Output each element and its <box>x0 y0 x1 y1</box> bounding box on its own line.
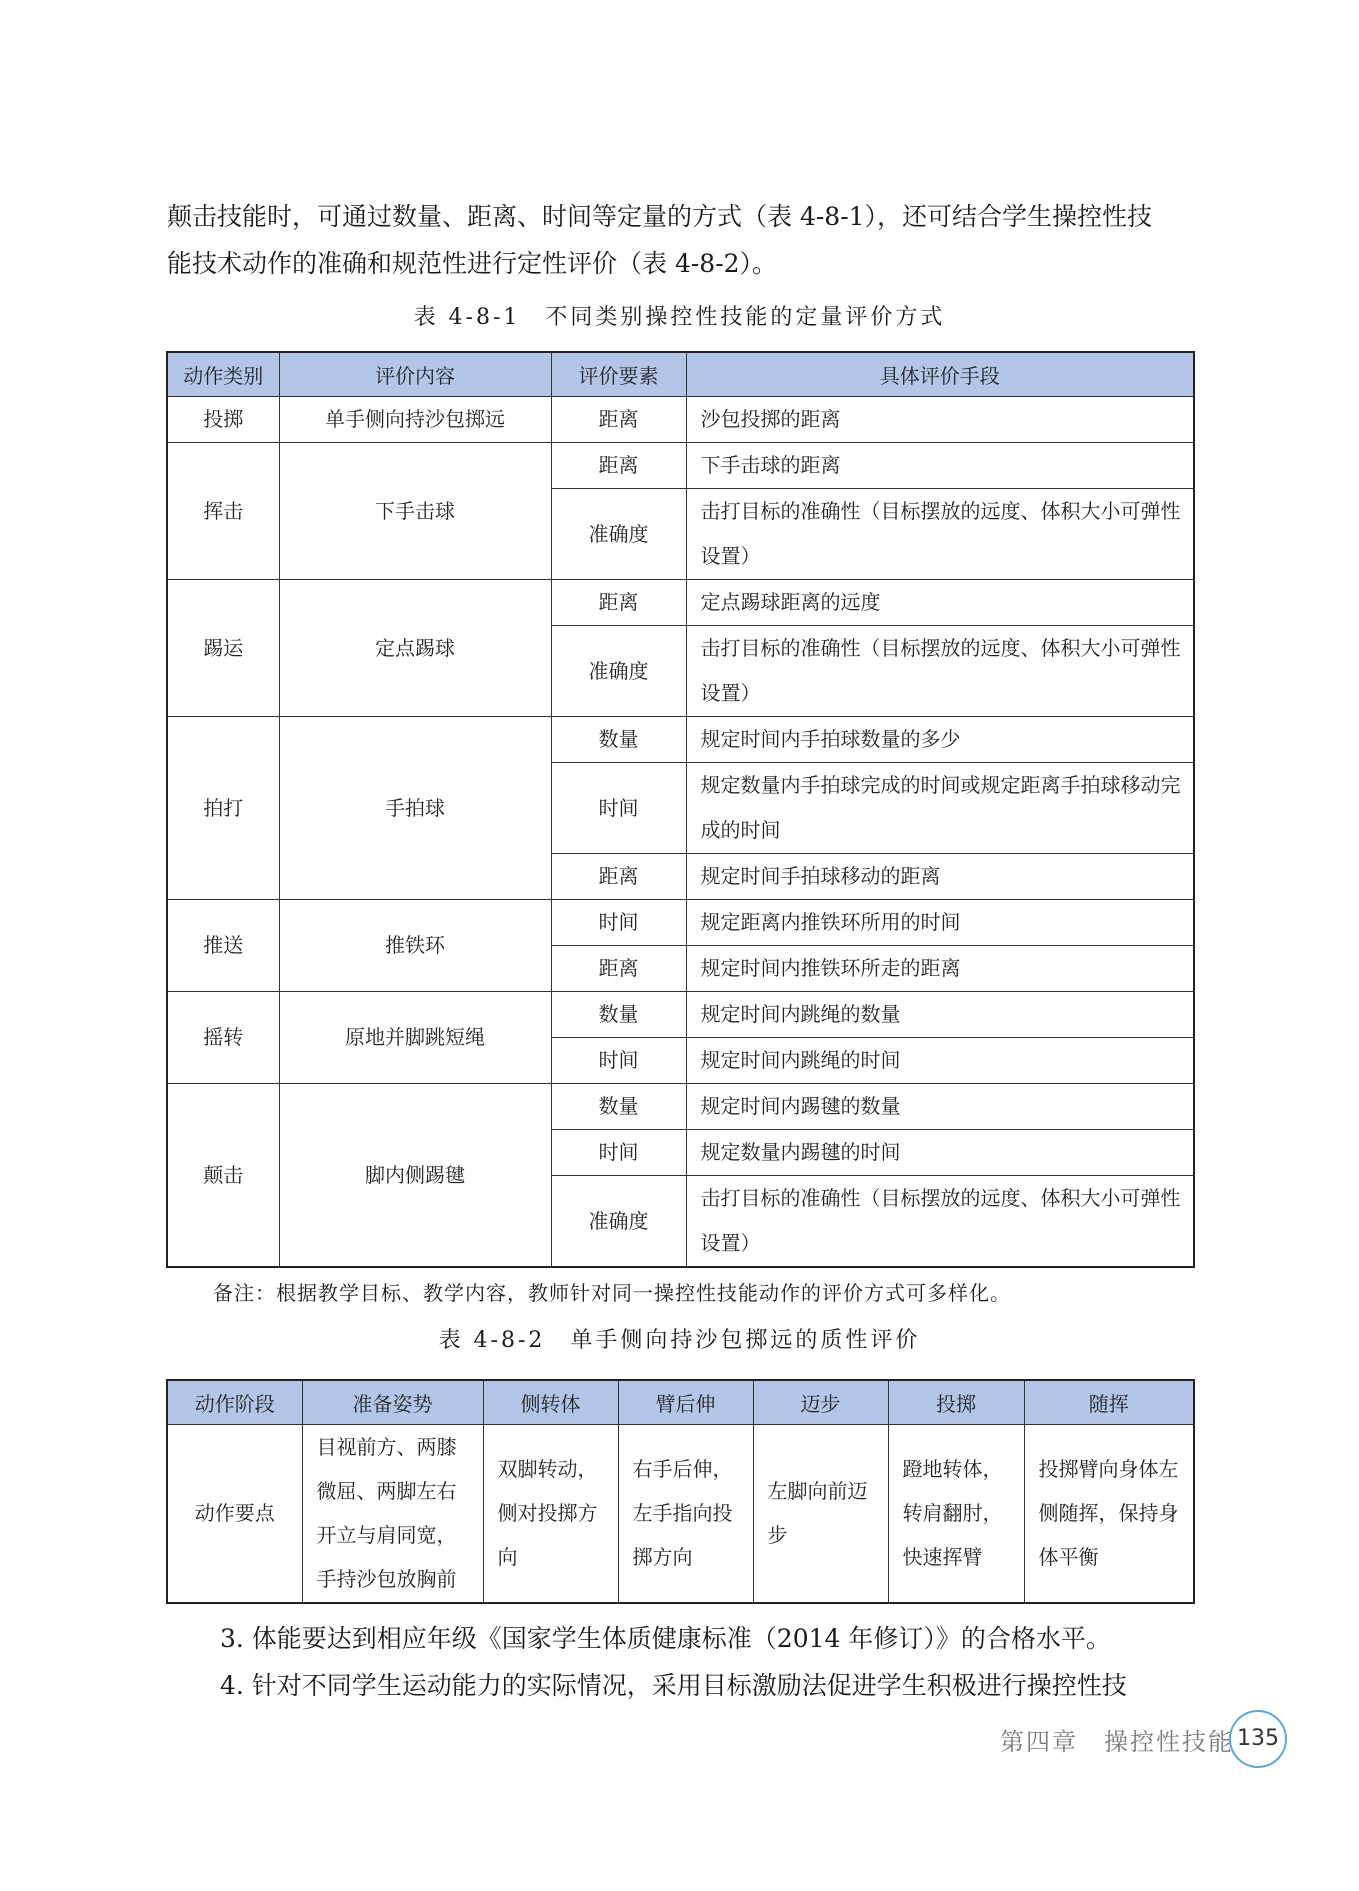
table-header-row <box>167 1380 1194 1425</box>
element-cell: 数量 <box>551 1084 686 1130</box>
key-point-cell: 目视前方、两膝微屈、两脚左右开立与肩同宽，手持沙包放胸前 <box>302 1425 483 1603</box>
table-row <box>167 1084 1194 1130</box>
key-point-cell: 左脚向前迈步 <box>753 1425 888 1603</box>
element-cell: 准确度 <box>551 626 686 717</box>
point-4: 4. 针对不同学生运动能力的实际情况，采用目标激励法促进学生积极进行操控性技 <box>220 1671 1127 1700</box>
key-point-cell: 右手后伸，左手指向投掷方向 <box>618 1425 753 1603</box>
element-cell: 距离 <box>551 946 686 992</box>
element-cell: 距离 <box>551 443 686 489</box>
chapter-footer: 第四章 操控性技能 <box>1000 1728 1234 1756</box>
row-label-cell: 动作要点 <box>167 1425 302 1603</box>
column-header: 动作类别 <box>167 352 279 397</box>
column-header: 具体评价手段 <box>686 352 1194 397</box>
key-point-cell: 蹬地转体，转肩翻肘，快速挥臂 <box>888 1425 1024 1603</box>
element-cell: 距离 <box>551 854 686 900</box>
element-cell: 距离 <box>551 397 686 443</box>
method-cell: 击打目标的准确性（目标摆放的远度、体积大小可弹性设置） <box>686 626 1194 717</box>
element-cell: 时间 <box>551 763 686 854</box>
method-cell: 规定时间内跳绳的时间 <box>686 1038 1194 1084</box>
method-cell: 规定数量内手拍球完成的时间或规定距离手拍球移动完成的时间 <box>686 763 1194 854</box>
qualitative-evaluation-table <box>166 1379 1195 1604</box>
table-row <box>167 900 1194 946</box>
column-header: 准备姿势 <box>302 1380 483 1425</box>
element-cell: 距离 <box>551 580 686 626</box>
column-header: 评价内容 <box>279 352 551 397</box>
element-cell: 数量 <box>551 717 686 763</box>
element-cell: 准确度 <box>551 489 686 580</box>
category-cell: 推送 <box>167 900 279 992</box>
element-cell: 准确度 <box>551 1176 686 1268</box>
method-cell: 规定距离内推铁环所用的时间 <box>686 900 1194 946</box>
table-row <box>167 580 1194 626</box>
point-3: 3. 体能要达到相应年级《国家学生体质健康标准（2014 年修订）》的合格水平。 <box>220 1624 1111 1653</box>
method-cell: 沙包投掷的距离 <box>686 397 1194 443</box>
column-header: 侧转体 <box>483 1380 618 1425</box>
table-row <box>167 397 1194 443</box>
category-cell: 摇转 <box>167 992 279 1084</box>
column-header: 投掷 <box>888 1380 1024 1425</box>
category-cell: 挥击 <box>167 443 279 580</box>
table1-note: 备注：根据教学目标、教学内容，教师针对同一操控性技能动作的评价方式可多样化。 <box>213 1281 1011 1305</box>
intro-line-1: 颠击技能时，可通过数量、距离、时间等定量的方式（表 4-8-1），还可结合学生操控性技 <box>167 202 1153 231</box>
column-header: 评价要素 <box>551 352 686 397</box>
method-cell: 击打目标的准确性（目标摆放的远度、体积大小可弹性设置） <box>686 489 1194 580</box>
category-cell: 拍打 <box>167 717 279 900</box>
element-cell: 时间 <box>551 900 686 946</box>
element-cell: 时间 <box>551 1038 686 1084</box>
content-cell: 推铁环 <box>279 900 551 992</box>
content-cell: 手拍球 <box>279 717 551 900</box>
category-cell: 投掷 <box>167 397 279 443</box>
method-cell: 击打目标的准确性（目标摆放的远度、体积大小可弹性设置） <box>686 1176 1194 1268</box>
method-cell: 下手击球的距离 <box>686 443 1194 489</box>
table-row <box>167 992 1194 1038</box>
key-point-cell: 投掷臂向身体左侧随挥，保持身体平衡 <box>1024 1425 1194 1603</box>
table-row <box>167 717 1194 763</box>
key-point-cell: 双脚转动，侧对投掷方向 <box>483 1425 618 1603</box>
method-cell: 定点踢球距离的远度 <box>686 580 1194 626</box>
content-cell: 下手击球 <box>279 443 551 580</box>
column-header: 臂后伸 <box>618 1380 753 1425</box>
method-cell: 规定数量内踢毽的时间 <box>686 1130 1194 1176</box>
category-cell: 颠击 <box>167 1084 279 1268</box>
method-cell: 规定时间手拍球移动的距离 <box>686 854 1194 900</box>
content-cell: 脚内侧踢毽 <box>279 1084 551 1268</box>
table-header-row <box>167 352 1194 397</box>
content-cell: 原地并脚跳短绳 <box>279 992 551 1084</box>
method-cell: 规定时间内推铁环所走的距离 <box>686 946 1194 992</box>
method-cell: 规定时间内踢毽的数量 <box>686 1084 1194 1130</box>
method-cell: 规定时间内跳绳的数量 <box>686 992 1194 1038</box>
content-cell: 单手侧向持沙包掷远 <box>279 397 551 443</box>
element-cell: 数量 <box>551 992 686 1038</box>
intro-line-2: 能技术动作的准确和规范性进行定性评价（表 4-8-2）。 <box>167 249 778 278</box>
category-cell: 踢运 <box>167 580 279 717</box>
method-cell: 规定时间内手拍球数量的多少 <box>686 717 1194 763</box>
content-cell: 定点踢球 <box>279 580 551 717</box>
table-row <box>167 443 1194 489</box>
column-header: 动作阶段 <box>167 1380 302 1425</box>
quantitative-evaluation-table <box>166 351 1195 1268</box>
table-row <box>167 1425 1194 1603</box>
column-header: 随挥 <box>1024 1380 1194 1425</box>
column-header: 迈步 <box>753 1380 888 1425</box>
table2-caption: 表 4-8-2 单手侧向持沙包掷远的质性评价 <box>438 1328 921 1353</box>
page-number: 135 <box>1229 1710 1287 1768</box>
element-cell: 时间 <box>551 1130 686 1176</box>
table1-caption: 表 4-8-1 不同类别操控性技能的定量评价方式 <box>413 305 946 330</box>
